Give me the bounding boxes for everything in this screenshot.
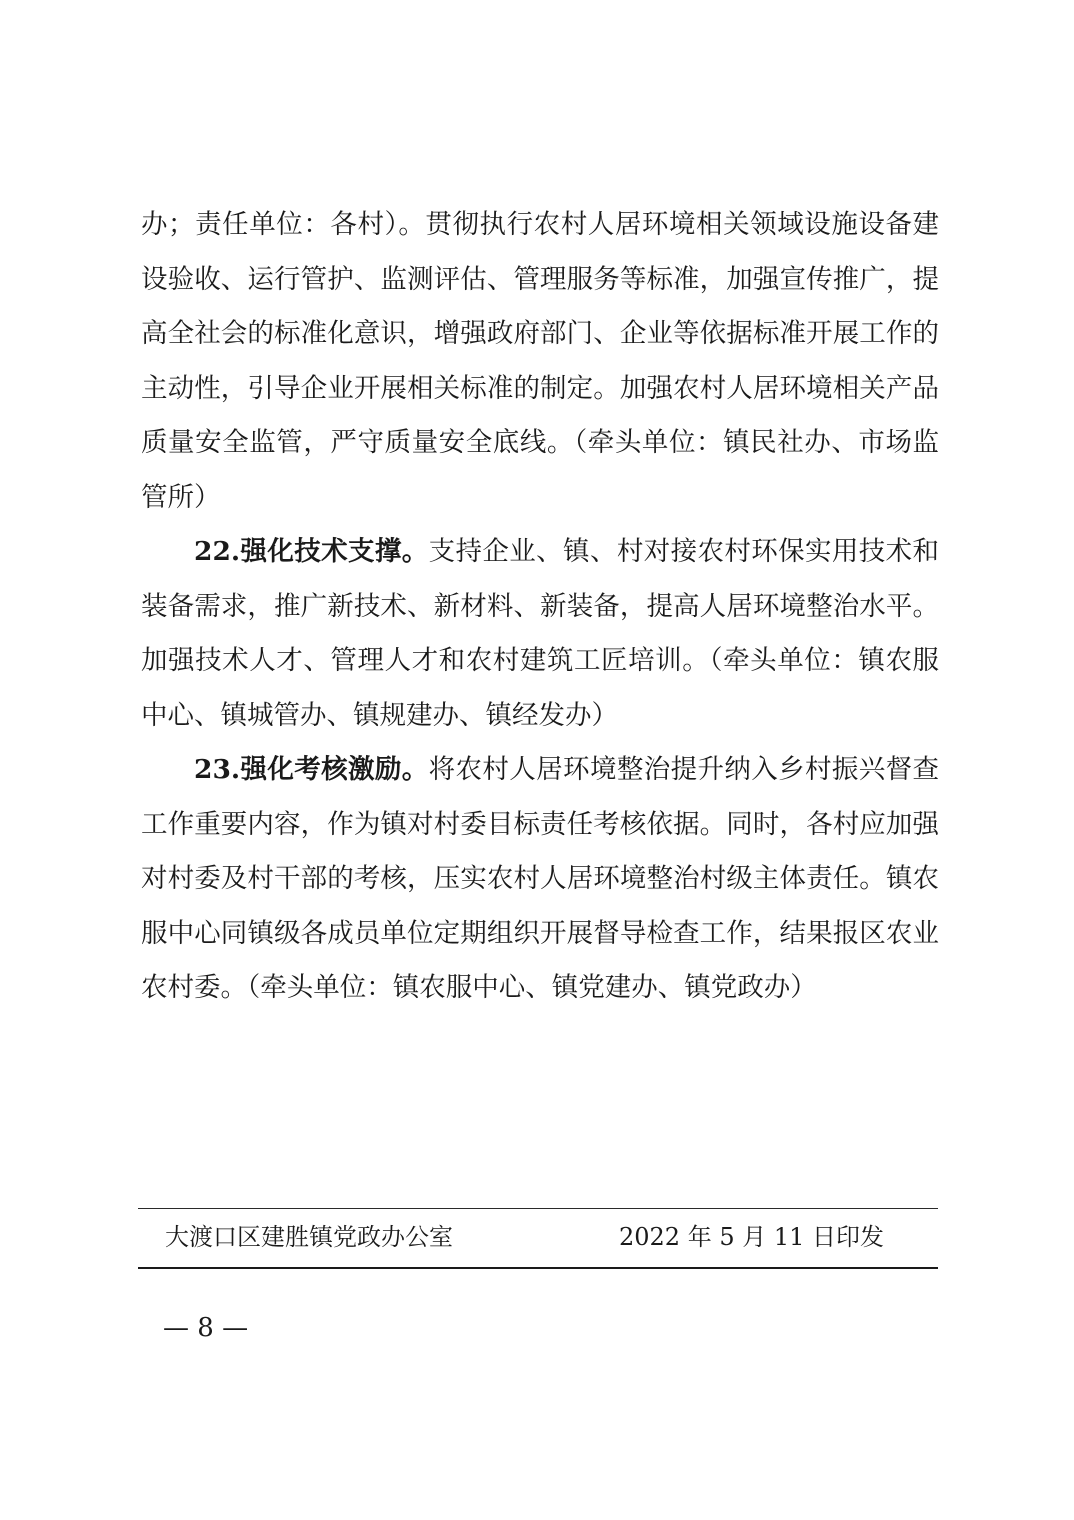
section-text-22: 支持企业、镇、村对接农村环保实用技术和装备需求，推广新技术、新材料、新装备，提高人居环境整治水平。加强技术人才、管理人才和农村建筑工匠培训。（牵头单位：镇农服中心、镇城管办、镇规建办、镇经发办）: [141, 536, 940, 731]
document-body: [141, 198, 939, 1016]
issue-date: 2022 年 5 月 11 日印发: [619, 1223, 885, 1251]
paragraph-standards: 办；责任单位：各村）。贯彻执行农村人居环境相关领域设施设备建设验收、运行管护、监测评估、管理服务等标准，加强宣传推广，提高全社会的标准化意识，增强政府部门、企业等依据标准开展工作的主动性，引导企业开展相关标准的制定。加强农村人居环境相关产品质量安全监管，严守质量安全底线。（牵头单位：镇民社办、市场监管所）: [141, 209, 939, 513]
section-heading-22: 22.强化技术支撑。: [194, 536, 429, 567]
page-number: — 8 —: [163, 1313, 249, 1343]
section-text-23: 将农村人居环境整治提升纳入乡村振兴督查工作重要内容，作为镇对村委目标责任考核依据。同时，各村应加强对村委及村干部的考核，压实农村人居环境整治村级主体责任。镇农服中心同镇级各成员单位定期组织开展督导检查工作，结果报区农业农村委。（牵头单位：镇农服中心、镇党建办、镇党政办）: [141, 754, 940, 1003]
paragraph-assessment: [141, 743, 939, 1016]
section-heading-23: 23.强化考核激励。: [194, 754, 429, 785]
issuance-footer: [138, 1208, 938, 1269]
paragraph-tech-support: [141, 525, 939, 743]
issuing-office: 大渡口区建胜镇党政办公室: [165, 1223, 453, 1251]
